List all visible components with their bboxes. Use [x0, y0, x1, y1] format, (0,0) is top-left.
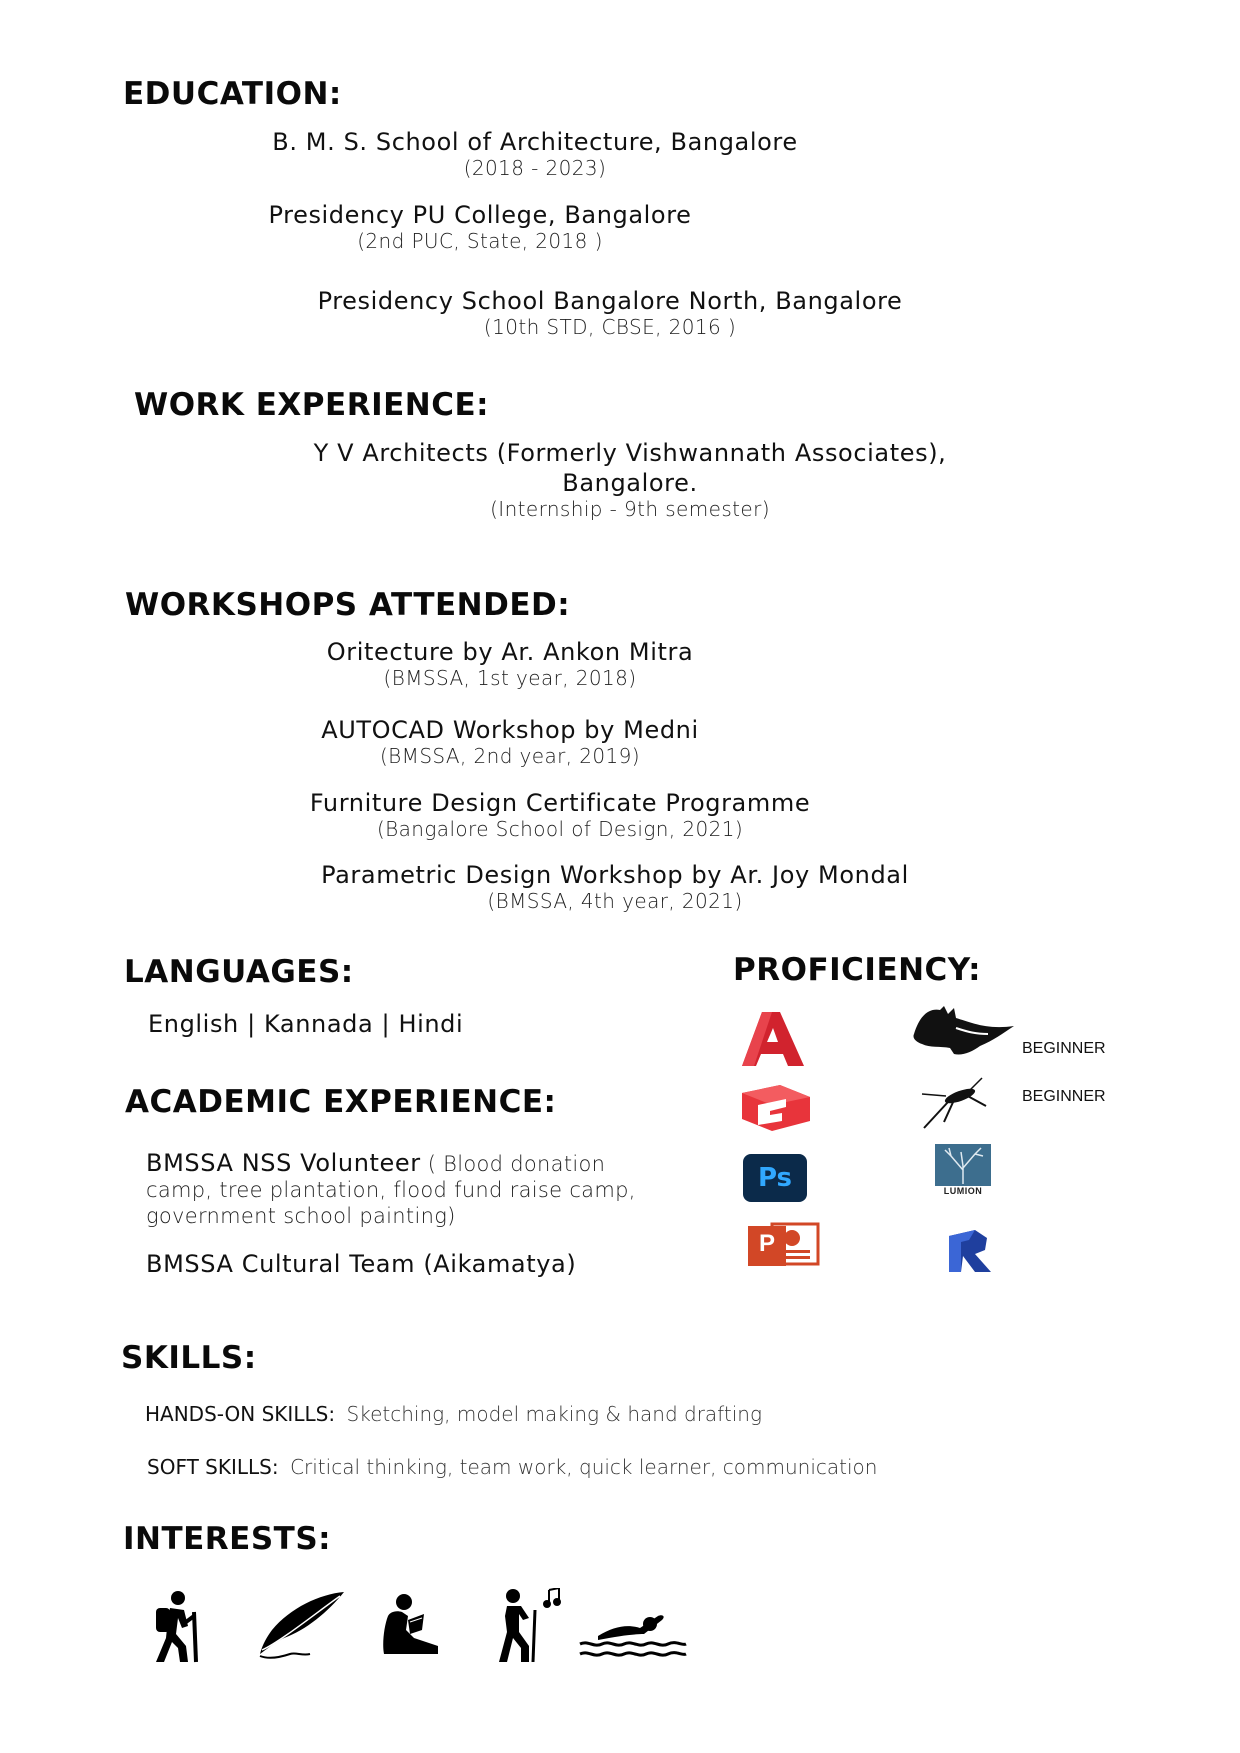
- workshops-heading: WORKSHOPS ATTENDED:: [125, 587, 571, 623]
- lumion-label: LUMION: [943, 1186, 983, 1196]
- work-heading: WORK EXPERIENCE:: [134, 387, 490, 423]
- feather-quill-icon: [250, 1590, 346, 1660]
- powerpoint-label: P: [759, 1230, 776, 1257]
- autocad-icon: [740, 1010, 806, 1068]
- workshop-title: Furniture Design Certificate Programme: [309, 789, 811, 817]
- work-sub: (Internship - 9th semester): [490, 497, 770, 521]
- soft-skills-text: Critical thinking, team work, quick learner, communication: [290, 1455, 878, 1479]
- photoshop-icon: [743, 1154, 807, 1202]
- workshop-title: Parametric Design Workshop by Ar. Joy Mondal: [321, 861, 909, 889]
- education-heading: EDUCATION:: [123, 76, 342, 112]
- education-item: [230, 201, 730, 253]
- soft-skills-label: SOFT SKILLS: [147, 1455, 272, 1479]
- workshop-sub: (BMSSA, 2nd year, 2019): [379, 744, 640, 768]
- work-title-line2: Bangalore.: [562, 469, 698, 497]
- workshop-item: [270, 716, 750, 768]
- proficiency-heading: PROFICIENCY:: [733, 952, 981, 988]
- workshop-item: [270, 789, 850, 841]
- education-item: [230, 128, 840, 180]
- lumion-icon: [935, 1144, 991, 1196]
- revit-icon: [945, 1228, 993, 1274]
- education-item: [260, 287, 960, 339]
- nss-title: BMSSA NSS Volunteer: [146, 1149, 421, 1177]
- hands-on-label: HANDS-ON SKILLS: [145, 1402, 329, 1426]
- education-title: Presidency PU College, Bangalore: [268, 201, 692, 229]
- soft-skills: SOFT SKILLS: Critical thinking, team work, quick learner, communication: [147, 1455, 878, 1479]
- workshop-item: [250, 861, 980, 913]
- powerpoint-icon: [748, 1222, 820, 1268]
- workshop-title: AUTOCAD Workshop by Medni: [321, 716, 699, 744]
- education-sub: (2018 - 2023): [463, 156, 607, 180]
- grasshopper-icon: [920, 1076, 992, 1130]
- nss-entry: [146, 1150, 676, 1229]
- hands-on-text: Sketching, model making & hand drafting: [346, 1402, 762, 1426]
- music-walking-icon: [495, 1588, 561, 1664]
- academic-heading: ACADEMIC EXPERIENCE:: [125, 1084, 557, 1120]
- education-title: Presidency School Bangalore North, Bangalore: [317, 287, 903, 315]
- nss-detail: ( Blood donation camp, tree plantation, flood fund raise camp, government school painting): [146, 1152, 636, 1228]
- skills-heading: SKILLS:: [121, 1340, 257, 1376]
- photoshop-label: Ps: [757, 1163, 793, 1193]
- workshop-sub: (Bangalore School of Design, 2021): [376, 817, 744, 841]
- languages-list: English | Kannada | Hindi: [148, 1010, 464, 1038]
- education-sub: (10th STD, CBSE, 2016 ): [483, 315, 737, 339]
- workshop-item: [270, 638, 750, 690]
- workshop-sub: (BMSSA, 4th year, 2021): [487, 889, 743, 913]
- hands-on-skills: HANDS-ON SKILLS: Sketching, model making & hand drafting: [145, 1402, 762, 1426]
- workshop-sub: (BMSSA, 1st year, 2018): [383, 666, 637, 690]
- education-title: B. M. S. School of Architecture, Bangalore: [272, 128, 798, 156]
- interests-heading: INTERESTS:: [123, 1521, 332, 1557]
- work-item: [270, 439, 990, 521]
- rhino-level: BEGINNER: [1022, 1040, 1106, 1057]
- languages-heading: LANGUAGES:: [124, 954, 354, 990]
- swimming-icon: [578, 1610, 688, 1660]
- cultural-team: BMSSA Cultural Team (Aikamatya): [146, 1250, 577, 1278]
- sketchup-icon: [740, 1083, 812, 1133]
- work-title-line1: Y V Architects (Formerly Vishwannath Associates),: [313, 439, 947, 467]
- workshop-title: Oritecture by Ar. Ankon Mitra: [326, 638, 694, 666]
- education-sub: (2nd PUC, State, 2018 ): [357, 229, 603, 253]
- rhino-icon: [910, 1004, 1016, 1060]
- grasshopper-level: BEGINNER: [1022, 1088, 1106, 1105]
- hiking-icon: [148, 1590, 208, 1664]
- reading-icon: [380, 1594, 440, 1658]
